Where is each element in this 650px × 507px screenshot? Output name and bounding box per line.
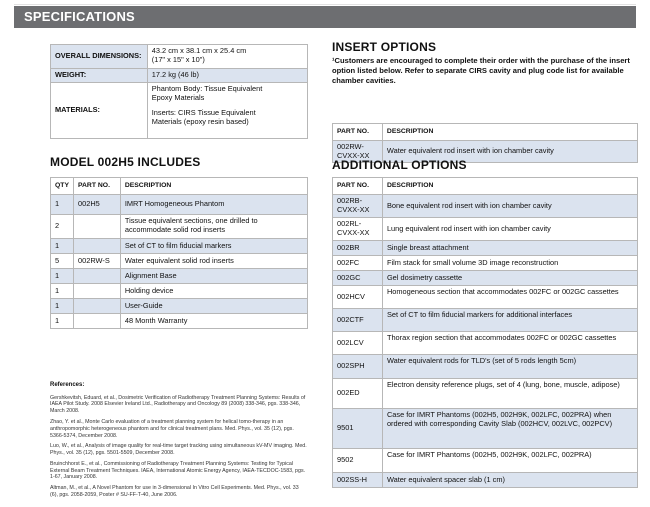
part-cell [73, 299, 120, 314]
specifications-banner [14, 6, 636, 28]
spec-value-line: Phantom Body: Tissue Equivalent [151, 84, 263, 93]
part-cell: 002RB-CVXX-XX [333, 195, 383, 218]
part-cell [73, 314, 120, 329]
part-cell: 002RW-CVXX-XX [333, 141, 383, 163]
includes-row [51, 299, 308, 314]
qty-cell: 1 [51, 239, 74, 254]
qty-cell: 5 [51, 254, 74, 269]
desc-cell: Homogeneous section that accommodates 002FC or 002GC cassettes [382, 286, 637, 309]
option-row [333, 271, 638, 286]
spec-value [147, 83, 307, 139]
option-row [333, 256, 638, 271]
spec-row-weight [51, 69, 308, 83]
part-cell: 002GC [333, 271, 383, 286]
desc-cell: 48 Month Warranty [120, 314, 307, 329]
option-row [333, 195, 638, 218]
desc-cell: Set of CT to film fiducial markers for additional interfaces [382, 309, 637, 332]
part-cell [73, 284, 120, 299]
reference-item: Zhao, Y. et al., Monte Carlo evaluation of a treatment planning system for helical tomo-therapy in an anthropomorphic heterogeneous phantom and for clinical treatment plans. Med. Phys., vol. 35 (12), pgs. 5366-5374, December 2008. [50, 418, 294, 439]
part-cell: 002RL-CVXX-XX [333, 218, 383, 241]
option-row [333, 218, 638, 241]
header-part-no: PART NO. [333, 124, 383, 141]
reference-item: Altman, M., et al., A Novel Phantom for use in 3-dimensional In Vitro Cell Experiments. Med. Phys., vol. 33 (6), pgs. 2058-2059, Poster # SU-FF-T-40, June 2006. [50, 485, 299, 498]
desc-cell: Water equivalent spacer slab (1 cm) [382, 473, 637, 488]
includes-header-row [51, 178, 308, 195]
insert-options-note: ¹Customers are encouraged to complete their order with the purchase of the insert option listed below. Refer to separate CIRS cavity and plug code list for available chamber cavities. [332, 56, 630, 85]
option-row [333, 286, 638, 309]
spec-label: WEIGHT: [51, 69, 148, 83]
spec-value-line: Inserts: CIRS Tissue Equivalent [151, 108, 256, 118]
option-row [333, 309, 638, 332]
qty-cell: 1 [51, 299, 74, 314]
option-row [333, 332, 638, 355]
qty-cell: 1 [51, 284, 74, 299]
option-row [333, 409, 638, 449]
header-qty: QTY [51, 178, 74, 195]
part-cell: 002ED [333, 379, 383, 409]
qty-cell: 1 [51, 269, 74, 284]
additional-header-row [333, 178, 638, 195]
specifications-table [50, 44, 308, 139]
top-rule [14, 4, 636, 5]
spec-value [147, 45, 307, 69]
spec-row-materials [51, 83, 308, 139]
desc-cell: IMRT Homogeneous Phantom [120, 195, 307, 215]
includes-row [51, 284, 308, 299]
reference-item: Bruinchhorst E., et al., Commissioning of Radiotherapy Treatment Planning Systems: Testing for Typical External Beam Treatment Techniques. IAEA, International Atomic Energy Agency, IAEA-TECDOC-1583, pgs. 1-67, January 2008. [50, 460, 306, 481]
part-cell: 002SS-H [333, 473, 383, 488]
additional-options-title: ADDITIONAL OPTIONS [332, 158, 467, 172]
part-cell: 002HCV [333, 286, 383, 309]
references-title: References: [50, 382, 85, 388]
header-description: DESCRIPTION [382, 178, 637, 195]
desc-cell: Case for IMRT Phantoms (002H5, 002H9K, 002LFC, 002PRA) [382, 449, 637, 473]
part-cell: 9501 [333, 409, 383, 449]
option-row [333, 449, 638, 473]
reference-item: Luo, W., et al., Analysis of image quality for real-time target tracking using simultaneous kV-MV imaging. Med. Phys., vol. 35 (12), pgs. 5501-5509, December 2008. [50, 443, 307, 457]
header-description: DESCRIPTION [120, 178, 307, 195]
desc-cell: Thorax region section that accommodates 002FC or 002GC cassettes [382, 332, 637, 355]
part-cell [73, 239, 120, 254]
part-cell [73, 269, 120, 284]
insert-options-title: INSERT OPTIONS [332, 40, 437, 54]
option-row [333, 473, 638, 488]
includes-row [51, 195, 308, 215]
part-cell: 002FC [333, 256, 383, 271]
desc-cell: Water equivalent solid rod inserts [120, 254, 307, 269]
qty-cell: 2 [51, 215, 74, 239]
additional-options-table [332, 177, 638, 488]
banner-title: SPECIFICATIONS [24, 9, 135, 24]
desc-cell: Electron density reference plugs, set of 4 (lung, bone, muscle, adipose) [382, 379, 637, 409]
reference-item: Gershkevitsh, Eduard, et al., Dosimetric Verification of Radiotherapy Treatment Planning Systems: Results of IAEA Pilot Study. 2008 Elsevier Ireland Ltd., Radiotherapy and Oncology 89 (2008) 338-346, pgs. 338-346, March 2008. [50, 394, 306, 415]
includes-row [51, 254, 308, 269]
includes-row [51, 314, 308, 329]
option-row [333, 379, 638, 409]
part-cell: 002LCV [333, 332, 383, 355]
spec-value-line: (17" x 15" x 10") [151, 54, 205, 64]
desc-cell: Set of CT to film fiducial markers [120, 239, 307, 254]
desc-cell: Gel dosimetry cassette [382, 271, 637, 286]
qty-cell: 1 [51, 314, 74, 329]
desc-cell: Lung equivalent rod insert with ion chamber cavity [382, 218, 637, 241]
part-cell: 9502 [333, 449, 383, 473]
desc-cell: Tissue equivalent sections, one drilled to accommodate solid rod inserts [120, 215, 307, 239]
spec-label: MATERIALS: [51, 83, 148, 139]
header-description: DESCRIPTION [382, 124, 637, 141]
part-cell: 002RW-S [73, 254, 120, 269]
includes-row [51, 215, 308, 239]
includes-row [51, 239, 308, 254]
insert-header-row [333, 124, 638, 141]
desc-cell: Case for IMRT Phantoms (002H5, 002H9K, 002LFC, 002PRA) when ordered with corresponding Cavity Slab (002HCV, 002LVC, 002PCV) [382, 409, 637, 449]
desc-cell: Holding device [120, 284, 307, 299]
desc-cell: Water equivalent rod insert with ion chamber cavity [382, 141, 637, 163]
part-cell: 002H5 [73, 195, 120, 215]
spec-label: OVERALL DIMENSIONS: [51, 45, 148, 69]
spec-row-dimensions [51, 45, 308, 69]
part-cell: 002SPH [333, 355, 383, 379]
qty-cell: 1 [51, 195, 74, 215]
desc-cell: Water equivalent rods for TLD's (set of 5 rods length 5cm) [382, 355, 637, 379]
desc-cell: Alignment Base [120, 269, 307, 284]
spec-value-line: 43.2 cm x 38.1 cm x 25.4 cm [151, 46, 247, 55]
desc-cell: Bone equivalent rod insert with ion chamber cavity [382, 195, 637, 218]
desc-cell: Film stack for small volume 3D image reconstruction [382, 256, 637, 271]
part-cell: 002CTF [333, 309, 383, 332]
spec-value-line: Materials (epoxy resin based) [151, 117, 249, 127]
part-cell: 002BR [333, 241, 383, 256]
includes-row [51, 269, 308, 284]
part-cell [73, 215, 120, 239]
option-row [333, 241, 638, 256]
includes-table [50, 177, 308, 329]
header-part-no: PART NO. [333, 178, 383, 195]
spec-value: 17.2 kg (46 lb) [147, 69, 307, 83]
option-row [333, 355, 638, 379]
references-block [50, 382, 308, 503]
desc-cell: Single breast attachment [382, 241, 637, 256]
spec-value-line: Epoxy Materials [151, 92, 205, 102]
desc-cell: User-Guide [120, 299, 307, 314]
includes-title: MODEL 002H5 INCLUDES [50, 155, 201, 169]
header-part-no: PART NO. [73, 178, 120, 195]
